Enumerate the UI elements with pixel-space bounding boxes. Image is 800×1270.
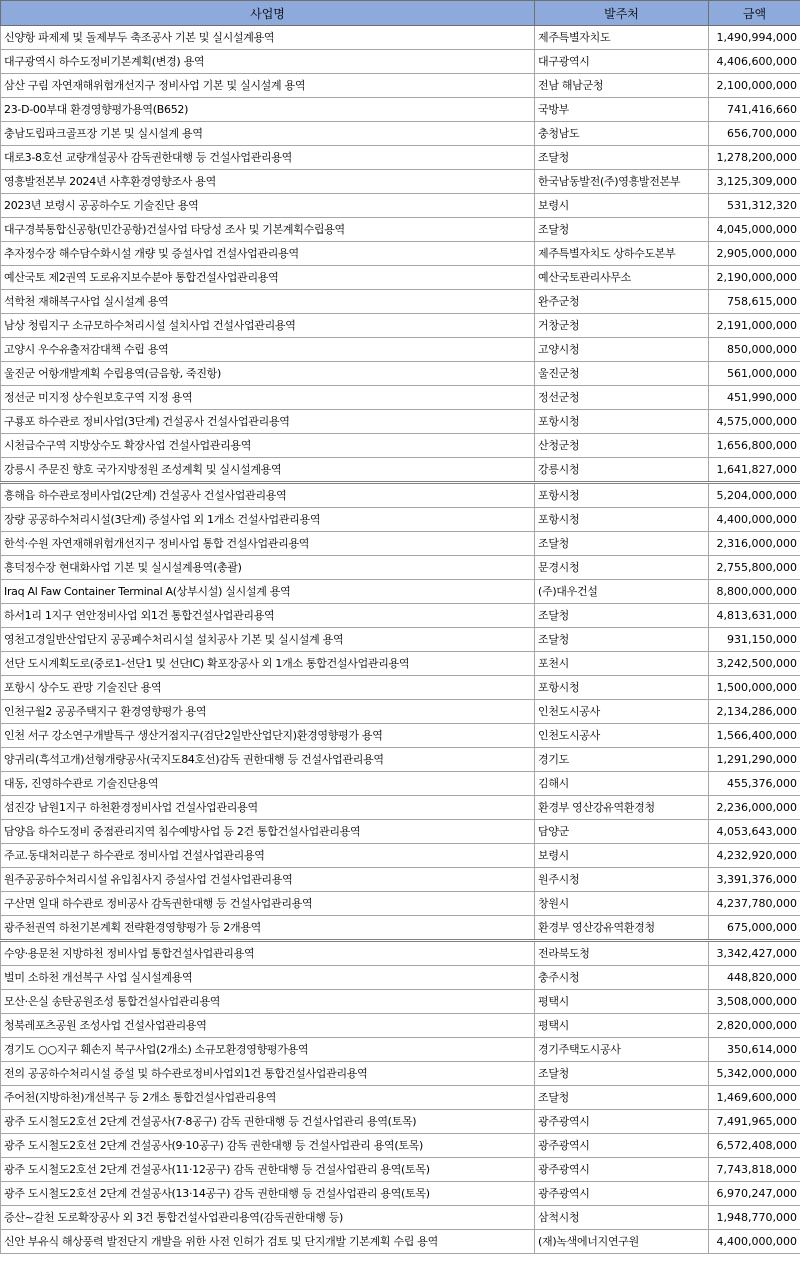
cell-project-name[interactable]: 광주 도시철도2호선 2단계 건설공사(9·10공구) 감독 권한대행 등 건설사업관리 용역(토목) <box>1 1134 535 1158</box>
table-row[interactable] <box>1 146 800 170</box>
cell-amount[interactable]: 2,316,000,000 <box>709 532 800 556</box>
cell-client[interactable]: 포항시청 <box>535 483 709 508</box>
cell-amount[interactable]: 7,491,965,000 <box>709 1110 800 1134</box>
cell-project-name[interactable]: 담양읍 하수도정비 중점관리지역 침수예방사업 등 2건 통합건설사업관리용역 <box>1 820 535 844</box>
cell-client[interactable]: 대구광역시 <box>535 50 709 74</box>
table-row[interactable] <box>1 990 800 1014</box>
cell-project-name[interactable]: 인천구월2 공공주택지구 환경영향평가 용역 <box>1 700 535 724</box>
cell-client[interactable]: 고양시청 <box>535 338 709 362</box>
cell-amount[interactable]: 4,813,631,000 <box>709 604 800 628</box>
table-row[interactable] <box>1 652 800 676</box>
cell-project-name[interactable]: 정선군 미지정 상수원보호구역 지정 용역 <box>1 386 535 410</box>
cell-amount[interactable]: 448,820,000 <box>709 966 800 990</box>
cell-client[interactable]: 포항시청 <box>535 676 709 700</box>
cell-project-name[interactable]: 신안 부유식 해상풍력 발전단지 개발을 위한 사전 인허가 검토 및 단지개발 기본계획 수립 용역 <box>1 1230 535 1254</box>
cell-client[interactable]: 광주광역시 <box>535 1134 709 1158</box>
cell-client[interactable]: 조달청 <box>535 604 709 628</box>
cell-client[interactable]: 제주특별자치도 <box>535 26 709 50</box>
cell-amount[interactable]: 6,970,247,000 <box>709 1182 800 1206</box>
cell-client[interactable]: 문경시청 <box>535 556 709 580</box>
cell-project-name[interactable]: 섬진강 남원1지구 하천환경정비사업 건설사업관리용역 <box>1 796 535 820</box>
cell-client[interactable]: 광주광역시 <box>535 1110 709 1134</box>
table-row[interactable] <box>1 892 800 916</box>
cell-amount[interactable]: 850,000,000 <box>709 338 800 362</box>
table-row[interactable] <box>1 50 800 74</box>
cell-amount[interactable]: 4,237,780,000 <box>709 892 800 916</box>
table-row[interactable] <box>1 1134 800 1158</box>
cell-project-name[interactable]: 양귀리(흑석고개)선형개량공사(국지도84호선)감독 권한대행 등 건설사업관리용역 <box>1 748 535 772</box>
cell-amount[interactable]: 2,905,000,000 <box>709 242 800 266</box>
cell-project-name[interactable]: 원주공공하수처리시설 유입침사지 증설사업 건설사업관리용역 <box>1 868 535 892</box>
cell-project-name[interactable]: 신양항 파제제 및 돌제부두 축조공사 기본 및 실시설계용역 <box>1 26 535 50</box>
table-row[interactable] <box>1 1182 800 1206</box>
cell-project-name[interactable]: 한석·수원 자연재해위험개선지구 정비사업 통합 건설사업관리용역 <box>1 532 535 556</box>
table-row[interactable] <box>1 1110 800 1134</box>
cell-project-name[interactable]: 구산면 일대 하수관로 정비공사 감독권한대행 등 건설사업관리용역 <box>1 892 535 916</box>
cell-project-name[interactable]: 추자정수장 해수담수화시설 개량 및 증설사업 건설사업관리용역 <box>1 242 535 266</box>
cell-client[interactable]: 조달청 <box>535 532 709 556</box>
cell-project-name[interactable]: 대동, 진영하수관로 기술진단용역 <box>1 772 535 796</box>
cell-client[interactable]: (재)녹색에너지연구원 <box>535 1230 709 1254</box>
cell-project-name[interactable]: 충남도립파크골프장 기본 및 실시설계 용역 <box>1 122 535 146</box>
cell-amount[interactable]: 3,125,309,000 <box>709 170 800 194</box>
cell-client[interactable]: 광주광역시 <box>535 1158 709 1182</box>
cell-client[interactable]: 조달청 <box>535 218 709 242</box>
cell-project-name[interactable]: 남상 청림지구 소규모하수처리시설 설치사업 건설사업관리용역 <box>1 314 535 338</box>
header-row <box>1 1 800 26</box>
table-row[interactable] <box>1 820 800 844</box>
table-row[interactable] <box>1 580 800 604</box>
cell-amount[interactable]: 741,416,660 <box>709 98 800 122</box>
cell-amount[interactable]: 758,615,000 <box>709 290 800 314</box>
cell-amount[interactable]: 4,045,000,000 <box>709 218 800 242</box>
cell-amount[interactable]: 1,469,600,000 <box>709 1086 800 1110</box>
cell-project-name[interactable]: 광주 도시철도2호선 2단계 건설공사(13·14공구) 감독 권한대행 등 건설사업관리 용역(토목) <box>1 1182 535 1206</box>
table-row[interactable] <box>1 122 800 146</box>
cell-client[interactable]: 조달청 <box>535 1086 709 1110</box>
cell-project-name[interactable]: 경기도 ○○지구 훼손지 복구사업(2개소) 소규모환경영향평가용역 <box>1 1038 535 1062</box>
cell-amount[interactable]: 3,508,000,000 <box>709 990 800 1014</box>
cell-client[interactable]: 환경부 영산강유역환경청 <box>535 796 709 820</box>
table-row[interactable] <box>1 772 800 796</box>
table-row[interactable] <box>1 676 800 700</box>
cell-amount[interactable]: 4,400,000,000 <box>709 1230 800 1254</box>
cell-project-name[interactable]: 주어천(지방하천)개선복구 등 2개소 통합건설사업관리용역 <box>1 1086 535 1110</box>
cell-amount[interactable]: 5,204,000,000 <box>709 483 800 508</box>
table-row[interactable] <box>1 266 800 290</box>
cell-amount[interactable]: 561,000,000 <box>709 362 800 386</box>
cell-client[interactable]: 울진군청 <box>535 362 709 386</box>
table-row[interactable] <box>1 410 800 434</box>
cell-project-name[interactable]: 대구광역시 하수도정비기본계획(변경) 용역 <box>1 50 535 74</box>
cell-project-name[interactable]: 대로3-8호선 교량개설공사 감독권한대행 등 건설사업관리용역 <box>1 146 535 170</box>
column-header-client[interactable]: 발주처 <box>535 1 709 26</box>
cell-client[interactable]: 정선군청 <box>535 386 709 410</box>
table-row[interactable] <box>1 916 800 941</box>
cell-client[interactable]: 전라북도청 <box>535 941 709 966</box>
cell-client[interactable]: 담양군 <box>535 820 709 844</box>
cell-project-name[interactable]: 인천 서구 강소연구개발특구 생산거점지구(검단2일반산업단지)환경영향평가 용역 <box>1 724 535 748</box>
cell-client[interactable]: 포항시청 <box>535 508 709 532</box>
cell-amount[interactable]: 1,656,800,000 <box>709 434 800 458</box>
table-row[interactable] <box>1 458 800 483</box>
table-row[interactable] <box>1 700 800 724</box>
table-row[interactable] <box>1 724 800 748</box>
cell-client[interactable]: 인천도시공사 <box>535 700 709 724</box>
cell-project-name[interactable]: 선단 도시계획도로(중로1-선단1 및 선단IC) 확포장공사 외 1개소 통합건설사업관리용역 <box>1 652 535 676</box>
cell-project-name[interactable]: 흥해읍 하수관로정비사업(2단계) 건설공사 건설사업관리용역 <box>1 483 535 508</box>
cell-project-name[interactable]: 주교.동대처리분구 하수관로 정비사업 건설사업관리용역 <box>1 844 535 868</box>
table-row[interactable] <box>1 628 800 652</box>
cell-amount[interactable]: 2,190,000,000 <box>709 266 800 290</box>
cell-client[interactable]: 제주특별자치도 상하수도본부 <box>535 242 709 266</box>
table-row[interactable] <box>1 338 800 362</box>
cell-client[interactable]: 광주광역시 <box>535 1182 709 1206</box>
cell-amount[interactable]: 4,232,920,000 <box>709 844 800 868</box>
cell-project-name[interactable]: 장량 공공하수처리시설(3단계) 증설사업 외 1개소 건설사업관리용역 <box>1 508 535 532</box>
cell-project-name[interactable]: 강릉시 주문진 향호 국가지방정원 조성계획 및 실시설계용역 <box>1 458 535 483</box>
cell-project-name[interactable]: 예산국토 제2권역 도로유지보수분야 통합건설사업관리용역 <box>1 266 535 290</box>
cell-amount[interactable]: 8,800,000,000 <box>709 580 800 604</box>
cell-project-name[interactable]: 벌미 소하천 개선복구 사업 실시설계용역 <box>1 966 535 990</box>
cell-client[interactable]: 국방부 <box>535 98 709 122</box>
cell-client[interactable]: 경기주택도시공사 <box>535 1038 709 1062</box>
cell-client[interactable]: 예산국토관리사무소 <box>535 266 709 290</box>
table-row[interactable] <box>1 194 800 218</box>
cell-client[interactable]: 창원시 <box>535 892 709 916</box>
cell-amount[interactable]: 3,242,500,000 <box>709 652 800 676</box>
table-row[interactable] <box>1 362 800 386</box>
cell-project-name[interactable]: 2023년 보령시 공공하수도 기술진단 용역 <box>1 194 535 218</box>
table-row[interactable] <box>1 290 800 314</box>
table-row[interactable] <box>1 868 800 892</box>
cell-client[interactable]: 포항시청 <box>535 410 709 434</box>
table-row[interactable] <box>1 242 800 266</box>
column-header-amount[interactable]: 금액 <box>709 1 800 26</box>
cell-project-name[interactable]: 모산·은실 송탄공원조성 통합건설사업관리용역 <box>1 990 535 1014</box>
cell-project-name[interactable]: 광주천권역 하천기본계획 전략환경영향평가 등 2개용역 <box>1 916 535 941</box>
table-row[interactable] <box>1 1014 800 1038</box>
table-body <box>1 26 800 1254</box>
cell-project-name[interactable]: 영천고경일반산업단지 공공폐수처리시설 설치공사 기본 및 실시설계 용역 <box>1 628 535 652</box>
cell-project-name[interactable]: 23-D-00부대 환경영향평가용역(B652) <box>1 98 535 122</box>
table-row[interactable] <box>1 218 800 242</box>
table-row[interactable] <box>1 941 800 966</box>
cell-amount[interactable]: 3,391,376,000 <box>709 868 800 892</box>
cell-amount[interactable]: 4,406,600,000 <box>709 50 800 74</box>
cell-project-name[interactable]: 삼산 구림 자연재해위험개선지구 정비사업 기본 및 실시설계 용역 <box>1 74 535 98</box>
cell-project-name[interactable]: 증산~갈천 도로확장공사 외 3건 통합건설사업관리용역(감독권한대행 등) <box>1 1206 535 1230</box>
cell-amount[interactable]: 7,743,818,000 <box>709 1158 800 1182</box>
cell-client[interactable]: 보령시 <box>535 844 709 868</box>
table-row[interactable] <box>1 1206 800 1230</box>
cell-client[interactable]: 환경부 영산강유역환경청 <box>535 916 709 941</box>
cell-amount[interactable]: 1,500,000,000 <box>709 676 800 700</box>
cell-project-name[interactable]: 전의 공공하수처리시설 증설 및 하수관로정비사업외1건 통합건설사업관리용역 <box>1 1062 535 1086</box>
cell-project-name[interactable]: 광주 도시철도2호선 2단계 건설공사(11·12공구) 감독 권한대행 등 건설사업관리 용역(토목) <box>1 1158 535 1182</box>
cell-client[interactable]: 평택시 <box>535 990 709 1014</box>
table-row[interactable] <box>1 434 800 458</box>
cell-amount[interactable]: 531,312,320 <box>709 194 800 218</box>
table-row[interactable] <box>1 1038 800 1062</box>
cell-amount[interactable]: 5,342,000,000 <box>709 1062 800 1086</box>
table-row[interactable] <box>1 483 800 508</box>
table-row[interactable] <box>1 314 800 338</box>
table-row[interactable] <box>1 1230 800 1254</box>
table-row[interactable] <box>1 74 800 98</box>
cell-client[interactable]: 완주군청 <box>535 290 709 314</box>
table-row[interactable] <box>1 170 800 194</box>
cell-amount[interactable]: 2,755,800,000 <box>709 556 800 580</box>
table-row[interactable] <box>1 1062 800 1086</box>
cell-project-name[interactable]: 하서1리 1지구 연안정비사업 외1건 통합건설사업관리용역 <box>1 604 535 628</box>
cell-client[interactable]: 산청군청 <box>535 434 709 458</box>
cell-project-name[interactable]: 울진군 어항개발계획 수립용역(금음항, 죽진항) <box>1 362 535 386</box>
cell-client[interactable]: 거창군청 <box>535 314 709 338</box>
cell-amount[interactable]: 1,566,400,000 <box>709 724 800 748</box>
table-row[interactable] <box>1 556 800 580</box>
cell-amount[interactable]: 1,490,994,000 <box>709 26 800 50</box>
cell-project-name[interactable]: 수양·용문천 지방하천 정비사업 통합건설사업관리용역 <box>1 941 535 966</box>
cell-amount[interactable]: 3,342,427,000 <box>709 941 800 966</box>
cell-client[interactable]: 삼척시청 <box>535 1206 709 1230</box>
table-row[interactable] <box>1 844 800 868</box>
cell-amount[interactable]: 675,000,000 <box>709 916 800 941</box>
cell-project-name[interactable]: 청북레포츠공원 조성사업 건설사업관리용역 <box>1 1014 535 1038</box>
cell-client[interactable]: 충청남도 <box>535 122 709 146</box>
cell-amount[interactable]: 656,700,000 <box>709 122 800 146</box>
cell-project-name[interactable]: 대구경북통합신공항(민간공항)건설사업 타당성 조사 및 기본계획수립용역 <box>1 218 535 242</box>
cell-client[interactable]: 조달청 <box>535 146 709 170</box>
cell-project-name[interactable]: 흥덕정수장 현대화사업 기본 및 실시설계용역(총괄) <box>1 556 535 580</box>
cell-amount[interactable]: 2,820,000,000 <box>709 1014 800 1038</box>
cell-project-name[interactable]: Iraq Al Faw Container Terminal A(상부시설) 실시설계 용역 <box>1 580 535 604</box>
cell-client[interactable]: 강릉시청 <box>535 458 709 483</box>
cell-amount[interactable]: 2,191,000,000 <box>709 314 800 338</box>
table-row[interactable] <box>1 532 800 556</box>
cell-client[interactable]: 평택시 <box>535 1014 709 1038</box>
cell-amount[interactable]: 455,376,000 <box>709 772 800 796</box>
cell-amount[interactable]: 350,614,000 <box>709 1038 800 1062</box>
table-row[interactable] <box>1 796 800 820</box>
table-row[interactable] <box>1 26 800 50</box>
cell-client[interactable]: 한국남동발전(주)영흥발전본부 <box>535 170 709 194</box>
cell-amount[interactable]: 1,291,290,000 <box>709 748 800 772</box>
table-row[interactable] <box>1 386 800 410</box>
cell-amount[interactable]: 4,053,643,000 <box>709 820 800 844</box>
cell-amount[interactable]: 1,278,200,000 <box>709 146 800 170</box>
column-header-name[interactable]: 사업명 <box>1 1 535 26</box>
cell-project-name[interactable]: 시천급수구역 지방상수도 확장사업 건설사업관리용역 <box>1 434 535 458</box>
cell-amount[interactable]: 2,100,000,000 <box>709 74 800 98</box>
cell-client[interactable]: 인천도시공사 <box>535 724 709 748</box>
table-row[interactable] <box>1 1158 800 1182</box>
cell-amount[interactable]: 451,990,000 <box>709 386 800 410</box>
cell-project-name[interactable]: 석학천 재해복구사업 실시설계 용역 <box>1 290 535 314</box>
cell-client[interactable]: 보령시 <box>535 194 709 218</box>
cell-project-name[interactable]: 광주 도시철도2호선 2단계 건설공사(7·8공구) 감독 권한대행 등 건설사업관리 용역(토목) <box>1 1110 535 1134</box>
cell-amount[interactable]: 6,572,408,000 <box>709 1134 800 1158</box>
cell-client[interactable]: 전남 해남군청 <box>535 74 709 98</box>
cell-amount[interactable]: 931,150,000 <box>709 628 800 652</box>
table-row[interactable] <box>1 98 800 122</box>
cell-project-name[interactable]: 영흥발전본부 2024년 사후환경영향조사 용역 <box>1 170 535 194</box>
cell-client[interactable]: 포천시 <box>535 652 709 676</box>
cell-project-name[interactable]: 구룡포 하수관로 정비사업(3단계) 건설공사 건설사업관리용역 <box>1 410 535 434</box>
table-row[interactable] <box>1 604 800 628</box>
cell-client[interactable]: 김해시 <box>535 772 709 796</box>
cell-amount[interactable]: 2,236,000,000 <box>709 796 800 820</box>
cell-project-name[interactable]: 고양시 우수유출저감대책 수립 용역 <box>1 338 535 362</box>
cell-client[interactable]: (주)대우건설 <box>535 580 709 604</box>
cell-client[interactable]: 조달청 <box>535 628 709 652</box>
cell-amount[interactable]: 1,948,770,000 <box>709 1206 800 1230</box>
cell-project-name[interactable]: 포항시 상수도 관망 기술진단 용역 <box>1 676 535 700</box>
cell-amount[interactable]: 2,134,286,000 <box>709 700 800 724</box>
cell-amount[interactable]: 1,641,827,000 <box>709 458 800 483</box>
table-row[interactable] <box>1 966 800 990</box>
cell-client[interactable]: 충주시청 <box>535 966 709 990</box>
cell-amount[interactable]: 4,400,000,000 <box>709 508 800 532</box>
cell-client[interactable]: 경기도 <box>535 748 709 772</box>
table-row[interactable] <box>1 748 800 772</box>
table-row[interactable] <box>1 508 800 532</box>
table-row[interactable] <box>1 1086 800 1110</box>
cell-client[interactable]: 조달청 <box>535 1062 709 1086</box>
cell-client[interactable]: 원주시청 <box>535 868 709 892</box>
cell-amount[interactable]: 4,575,000,000 <box>709 410 800 434</box>
